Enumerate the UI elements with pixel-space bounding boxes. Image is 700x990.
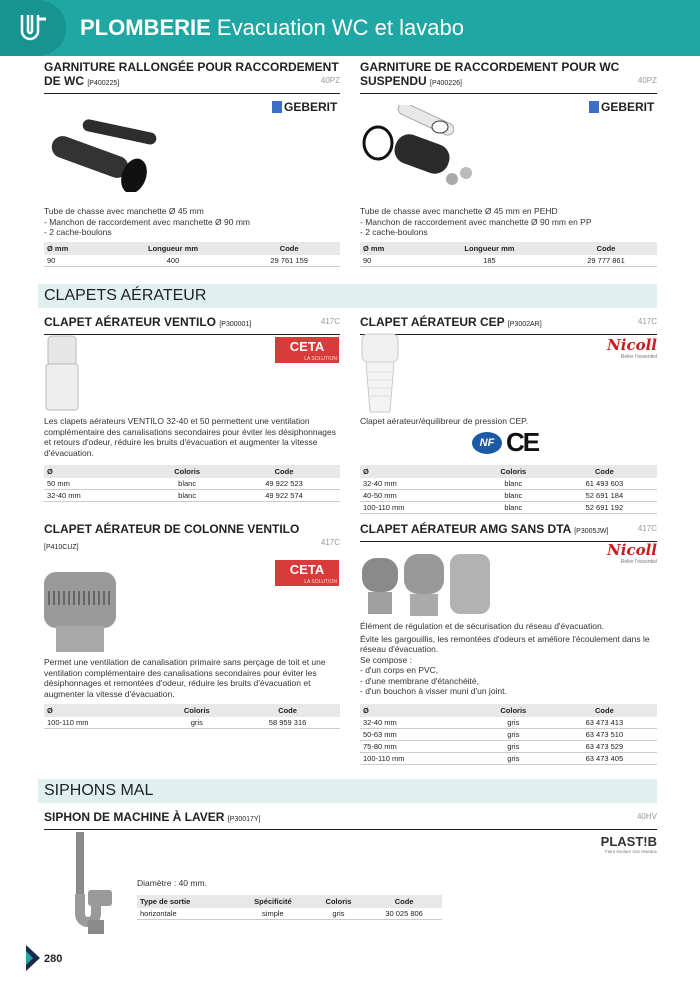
- product-p6: [360, 522, 657, 542]
- product-desc-p4: [360, 416, 657, 427]
- product-p4: [360, 315, 657, 335]
- desc-line: Clapet aérateur/équilibreur de pression CEP.: [360, 416, 529, 426]
- product-table-p5: [44, 704, 340, 729]
- product-desc-p5: [44, 657, 340, 699]
- product-image-p3: [42, 332, 82, 412]
- product-p7: [44, 810, 657, 830]
- desc-line: - 2 cache-boulons: [360, 227, 428, 237]
- page-title: PLOMBERIE Evacuation WC et lavabo: [80, 15, 464, 40]
- product-code: 40PZ: [320, 76, 340, 85]
- product-title: CLAPET AÉRATEUR AMG SANS DTA [P3005JW]: [360, 522, 657, 542]
- table-row: 90 185 29 777 861: [360, 255, 657, 267]
- table-row: 40-50 mm blanc 52 691 184: [360, 490, 657, 502]
- product-code: 417C: [320, 317, 340, 326]
- desc-line: Évite les gargouillis, les remontées d'odeurs et améliore l'écoulement dans le réseau d'évacuation.: [360, 633, 650, 654]
- col-header: Ø: [360, 465, 475, 478]
- table-row: 50 mm blanc 49 922 523: [44, 478, 340, 490]
- col-header: Ø mm: [44, 242, 108, 255]
- product-image-p4: [358, 332, 402, 414]
- desc-line: Se compose :: [360, 654, 412, 665]
- col-header: Ø mm: [360, 242, 424, 255]
- geberit-logo: GEBERIT: [272, 97, 340, 117]
- product-image-p7: [62, 830, 122, 936]
- product-table-p7: [137, 895, 442, 920]
- col-header: Ø: [360, 704, 475, 717]
- table-row: 32-40 mm gris 63 473 413: [360, 717, 657, 729]
- product-image-p1: [42, 112, 172, 192]
- col-header: Code: [552, 465, 657, 478]
- col-header: Code: [228, 465, 340, 478]
- desc-line: Les clapets aérateurs VENTILO 32-40 et 50 permettent une ventilation complémentaire des canalisations secondaires pour éviter les désiphonnages et retours d'odeur, réduire les bruits d'évacuation et augmenter la vitesse d'évacuation.: [44, 416, 337, 458]
- ceta-logo: CETA LA SOLUTION: [275, 560, 339, 586]
- col-header: Spécificité: [235, 895, 311, 908]
- table-row: 75-80 mm gris 63 473 529: [360, 741, 657, 753]
- geberit-logo: GEBERIT: [589, 97, 657, 117]
- product-title: CLAPET AÉRATEUR CEP [P3002AR]: [360, 315, 657, 335]
- col-header: Coloris: [475, 704, 552, 717]
- desc-line: Tube de chasse avec manchette Ø 45 mm: [44, 206, 204, 216]
- section-clapets: CLAPETS AÉRATEUR: [38, 284, 657, 308]
- product-p5: [44, 522, 340, 551]
- ceta-logo: CETA LA SOLUTION: [275, 337, 339, 363]
- desc-line: Tube de chasse avec manchette Ø 45 mm en PEHD: [360, 206, 558, 216]
- product-p2: [360, 60, 657, 94]
- desc-line: - Manchon de raccordement avec manchette Ø 90 mm en PP: [360, 216, 592, 227]
- col-header: Code: [235, 704, 340, 717]
- table-row: 32-40 mm blanc 61 493 603: [360, 478, 657, 490]
- product-title: CLAPET AÉRATEUR DE COLONNE VENTILO: [44, 522, 300, 536]
- desc-line: - 2 cache-boulons: [44, 227, 112, 237]
- ce-cert-icon: CE: [506, 427, 539, 457]
- product-title: SIPHON DE MACHINE À LAVER [P30017Y]: [44, 810, 657, 830]
- pipe-icon: [0, 0, 66, 56]
- product-desc-p3: [44, 416, 340, 458]
- desc-line: Diamètre : 40 mm.: [137, 878, 207, 888]
- product-desc-p7: [137, 878, 437, 889]
- col-header: Longueur mm: [424, 242, 555, 255]
- product-desc-p1: [44, 206, 340, 238]
- col-header: Longueur mm: [108, 242, 239, 255]
- desc-line: - d'un bouchon à visser muni d'un joint.: [360, 686, 507, 696]
- product-code: 417C: [320, 538, 340, 547]
- product-desc-p2: [360, 206, 657, 238]
- product-image-p2: [356, 105, 496, 195]
- col-header: Coloris: [158, 704, 235, 717]
- table-row: 100-110 mm gris 58 959 316: [44, 717, 340, 729]
- product-code: 417C: [637, 524, 657, 533]
- product-ref: [P410CUZ]: [44, 544, 79, 551]
- page-header: [0, 0, 700, 56]
- product-image-p6: [358, 552, 494, 618]
- product-desc-p6: [360, 621, 657, 697]
- product-title: GARNITURE RALLONGÉE POUR RACCORDEMENT DE WC [P400225]: [44, 60, 340, 94]
- plastib-logo: PLAST!B Faire évoluer nos réseaux: [600, 834, 657, 854]
- product-title: GARNITURE DE RACCORDEMENT POUR WC SUSPENDU [P400226]: [360, 60, 657, 94]
- table-row: horizontale simple gris 30 025 806: [137, 908, 442, 920]
- col-header: Coloris: [475, 465, 552, 478]
- nicoll-logo: Nicoll Relier l'essentiel: [607, 541, 657, 565]
- nf-cert-icon: NF: [472, 432, 502, 454]
- col-header: Coloris: [311, 895, 366, 908]
- table-row: 50-63 mm gris 63 473 510: [360, 729, 657, 741]
- table-row: 100-110 mm gris 63 473 405: [360, 753, 657, 765]
- desc-line: Permet une ventilation de canalisation primaire sans perçage de toit et une ventilation complémentaire des canalisations secondaires pour éviter les désiphonnages et remontées d'odeur, réduire les bruits d'évacuation et augmenter la vitesse d'évacuation.: [44, 657, 326, 699]
- product-title: CLAPET AÉRATEUR VENTILO [P300001]: [44, 315, 340, 335]
- section-siphons: SIPHONS MAL: [38, 779, 657, 803]
- col-header: Code: [366, 895, 442, 908]
- chevron-right-icon: [26, 945, 40, 971]
- col-header: Type de sortie: [137, 895, 235, 908]
- col-header: Code: [555, 242, 657, 255]
- col-header: Coloris: [146, 465, 228, 478]
- col-header: Ø: [44, 704, 158, 717]
- product-table-p2: [360, 242, 657, 267]
- col-header: Code: [238, 242, 340, 255]
- product-p3: [44, 315, 340, 335]
- table-row: 90 400 29 761 159: [44, 255, 340, 267]
- product-table-p1: [44, 242, 340, 267]
- product-code: 40PZ: [637, 76, 657, 85]
- desc-line: - d'une membrane d'étanchéité,: [360, 675, 480, 686]
- product-p1: [44, 60, 340, 94]
- product-image-p5: [40, 568, 120, 654]
- nicoll-logo: Nicoll Relier l'essentiel: [607, 336, 657, 360]
- desc-line: - Manchon de raccordement avec manchette Ø 90 mm: [44, 216, 250, 227]
- geberit-square-icon: [589, 101, 599, 113]
- product-code: 417C: [637, 317, 657, 326]
- geberit-square-icon: [272, 101, 282, 113]
- page-number: 280: [44, 953, 63, 965]
- product-table-p4: [360, 465, 657, 514]
- product-code: 40HV: [636, 812, 657, 821]
- col-header: Ø: [44, 465, 146, 478]
- product-table-p6: [360, 704, 657, 765]
- desc-line: - d'un corps en PVC,: [360, 665, 439, 675]
- table-row: 100-110 mm blanc 52 691 192: [360, 502, 657, 514]
- product-table-p3: [44, 465, 340, 502]
- desc-line: Élément de régulation et de sécurisation du réseau d'évacuation.: [360, 621, 605, 631]
- col-header: Code: [552, 704, 657, 717]
- table-row: 32-40 mm blanc 49 922 574: [44, 490, 340, 502]
